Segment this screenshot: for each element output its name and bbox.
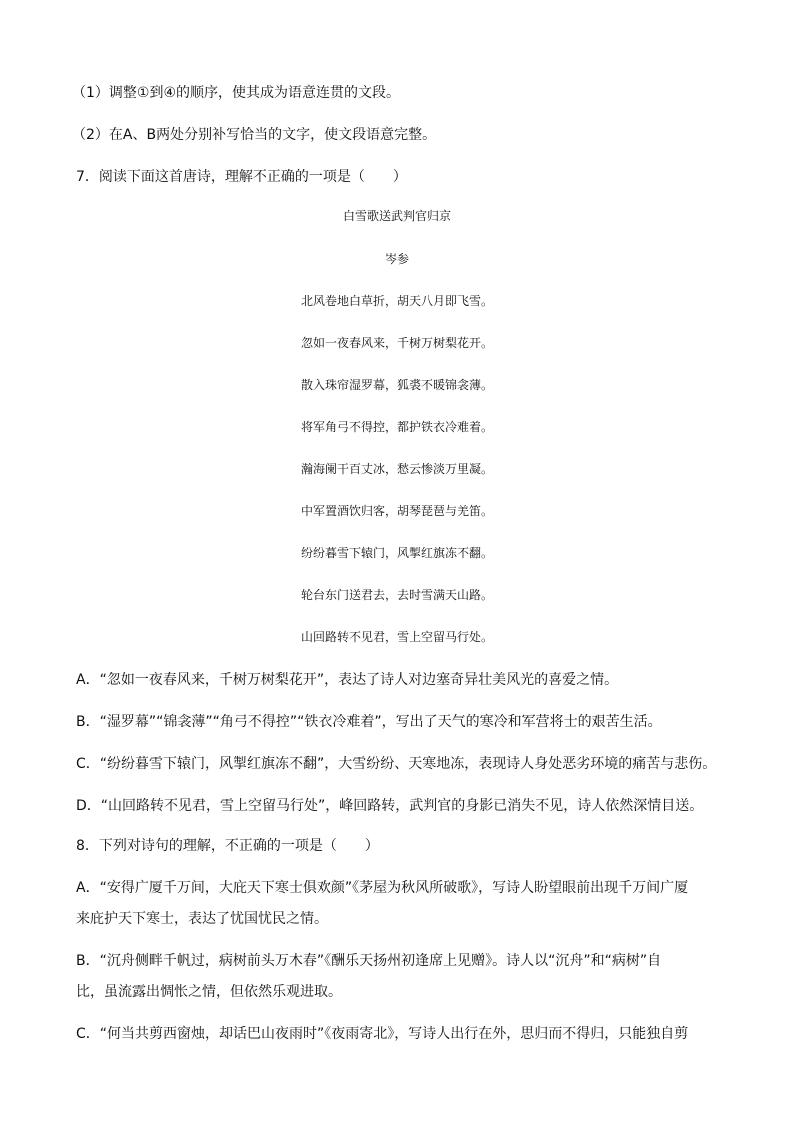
- poem-line: 北风卷地白草折，胡天八月即飞雪。: [300, 294, 493, 308]
- question-8-option-a-line-2: 来庇护天下寒士，表达了忧国忧民之情。: [76, 911, 328, 927]
- poem-line: 瀚海阑干百丈冰，愁云惨淡万里凝。: [300, 462, 493, 476]
- poem-line: 中军置酒饮归客，胡琴琵琶与羌笛。: [300, 504, 493, 518]
- question-8-option-b-line-1: B．“沉舟侧畔千帆过，病树前头万木春”《酬乐天扬州初逢席上见赠》。诗人以“沉舟”和“病树”自: [76, 953, 662, 969]
- question-8-option-b-line-2: 比，虽流露出惆怅之情，但依然乐观进取。: [76, 984, 342, 1000]
- question-8-option-a-line-1: A．“安得广厦千万间，大庇天下寒士俱欢颜”《茅屋为秋风所破歌》，写诗人盼望眼前出现千万间广厦: [76, 880, 689, 896]
- question-8-option-c-line-1: C．“何当共剪西窗烛，却话巴山夜雨时”《夜雨寄北》，写诗人出行在外，思归而不得归，只能独自剪: [76, 1026, 689, 1042]
- question-7-option-b: B．“湿罗幕”“锦衾薄”“角弓不得控”“铁衣冷难着”，写出了天气的寒冷和军营将士的艰苦生活。: [76, 714, 662, 730]
- poem-line: 纷纷暮雪下辕门，风掣红旗冻不翻。: [300, 546, 493, 560]
- question-7-option-a: A．“忽如一夜春风来，千树万树梨花开”，表达了诗人对边塞奇异壮美风光的喜爱之情。: [76, 672, 619, 688]
- poem-title: 白雪歌送武判官归京: [342, 209, 451, 223]
- poem-author: 岑参: [384, 252, 409, 266]
- instruction-item-2: （2）在A、B两处分别补写恰当的文字，使文段语意完整。: [72, 127, 437, 143]
- poem-line: 将军角弓不得控，都护铁衣冷难着。: [300, 420, 493, 434]
- poem-line: 忽如一夜春风来，千树万树梨花开。: [300, 336, 493, 350]
- poem-line: 山回路转不见君，雪上空留马行处。: [300, 630, 493, 644]
- question-7-option-d: D．“山回路转不见君，雪上空留马行处”，峰回路转，武判官的身影已消失不见，诗人依然深情目送。: [76, 798, 704, 814]
- poem-line: 轮台东门送君去，去时雪满天山路。: [300, 588, 493, 602]
- question-7-option-c: C．“纷纷暮雪下辕门，风掣红旗冻不翻”，大雪纷纷、天寒地冻，表现诗人身处恶劣环境的痛苦与悲伤。: [76, 756, 717, 772]
- instruction-item-1: （1）调整①到④的顺序，使其成为语意连贯的文段。: [72, 85, 401, 101]
- question-7-stem: 7．阅读下面这首唐诗，理解不正确的一项是（ ）: [76, 169, 407, 185]
- poem-line: 散入珠帘湿罗幕，狐裘不暖锦衾薄。: [300, 378, 493, 392]
- question-8-stem: 8．下列对诗句的理解，不正确的一项是（ ）: [76, 838, 379, 854]
